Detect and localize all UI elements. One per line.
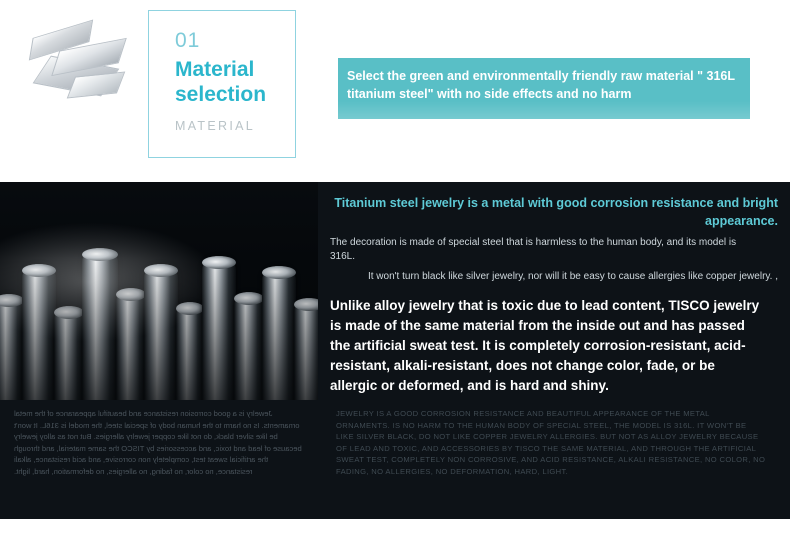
description-lead: Titanium steel jewelry is a metal with good corrosion resistance and bright appearance.	[334, 196, 778, 228]
description-column	[330, 194, 778, 396]
steel-tubes-photo	[0, 182, 318, 400]
description-small-2: It won't turn black like silver jewelry, nor will it be easy to cause allergies like copper jewelry. ,	[367, 271, 778, 282]
section-title-box	[148, 10, 296, 158]
faint-description-text: JEWELRY IS A GOOD CORROSION RESISTANCE AND BEAUTIFUL APPEARANCE OF THE METAL ORNAMENTS. IS NO HARM TO THE HUMAN BODY OF SPECIAL STEEL, THE MODEL IS 316L. IT WON'T BE LIKE SILVER BLACK, DO NOT LIKE COPPER JEWELRY ALLERGIES. BUT NOT AS ALLOY JEWELRY BECAUSE OF LEAD AND TOXIC, AND ACCESSORIES BY TISCO THE SAME MATERIAL, AND THROUGH THE ARTIFICIAL SWEAT TEST, COMPLETELY NON CORROSIVE, AND ACID RESISTANCE, ALKALI RESISTANCE, NO COLOR, NO FADING, NO ALLERGIES, NO DEFORMATION, HARD, LIGHT.	[336, 409, 766, 476]
ingot-shape	[67, 72, 126, 99]
section-subtitle: MATERIAL	[175, 119, 255, 133]
highlight-banner	[338, 58, 750, 119]
banner-gloss	[338, 101, 750, 119]
mirrored-description-text: Jewelry is a good corrosion resistance and beautiful appearance of the metal ornaments. Is no harm to the human body of special steel, the model is 316L. It won't be like silver black, do not like copper jewelry allergies. But not as alloy jewelry because of lead and toxic, and accessories by TISCO the same material, and through the artificial sweat test, completely non corrosive, and acid resistance, alkali resistance, no color, no fading, no allergies, no deformation, hard, light.	[14, 409, 302, 476]
top-section	[0, 0, 790, 182]
highlight-banner-text: Select the green and environmentally friendly raw material " 316L titanium steel" with no side effects and no harm	[347, 69, 735, 101]
description-small-1: The decoration is made of special steel that is harmless to the human body, and its model is 316L.	[330, 237, 737, 262]
section-number: 01	[175, 29, 201, 52]
metal-ingots-icon	[28, 22, 136, 108]
bottom-white-strip	[0, 519, 790, 546]
bottom-section	[0, 182, 790, 519]
section-title: Material selection	[175, 58, 267, 106]
description-body: Unlike alloy jewelry that is toxic due to lead content, TISCO jewelry is made of the same material from the inside out and has passed the artificial sweat test. It is completely corrosion-resistant, acid-resistant, alkali-resistant, does not change color, fade, or be allergic or deformed, and is hard and shiny.	[330, 298, 760, 393]
